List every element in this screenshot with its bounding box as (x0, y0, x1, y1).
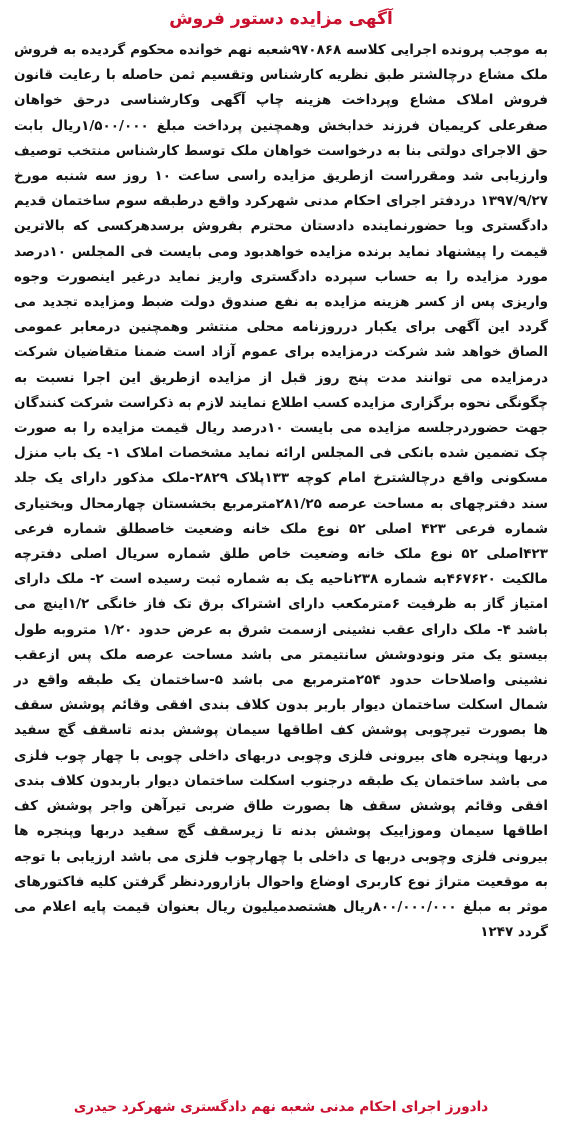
auction-notice (8, 4, 554, 1121)
notice-body: به موجب پرونده اجرایی کلاسه ۹۷۰۸۶۸شعبه نهم خوانده محکوم گردیده به فروش ملک مشاع درچالشتر طبق نظریه کارشناس وتقسیم ثمن حاصله با رعایت قانون فروش املاک مشاع وپرداخت هزینه چاپ آگهی وکارشناسی درحق خواهان صفرعلی کریمیان فرزند خدابخش وهمچنین پرداخت مبلغ ۱/۵۰۰/۰۰۰ریال بابت حق الاجرای دولتی بنا به درخواست خواهان ملک توسط کارشناس منتخب توصیف وارزیابی شد ومقرراست ازطریق مزایده راسی ساعت ۱۰ روز سه شنبه مورخ ۱۳۹۷/۹/۲۷ دردفتر اجرای احکام مدنی شهرکرد واقع درطبقه سوم ساختمان قدیم دادگستری وبا حضورنماینده دادستان محترم بفروش برسدهرکسی که بالاترین قیمت را پیشنهاد نماید برنده مزایده خواهدبود ومی بایست فی المجلس ۱۰درصد مورد مزایده را به حساب سپرده دادگستری واریز نماید درغیر اینصورت وجوه واریزی پس از کسر هزینه مزایده به نفع صندوق دولت ضبط ومزایده تجدید می گردد این آگهی برای یکبار درروزنامه محلی منتشر وهمچنین درمعابر عمومی الصاق خواهد شد شرکت درمزایده برای عموم آزاد است ضمنا متقاضیان شرکت درمزایده می توانند مدت پنج روز قبل از مزایده ازطریق این اجرا نسبت به چگونگی نحوه برگزاری مزایده کسب اطلاع نمایند لازم به ذکراست شرکت کنندگان جهت حضوردرجلسه مزایده می بایست ۱۰درصد ریال قیمت مزایده را به صورت چک تضمین شده بانکی فی المجلس ارائه نماید مشخصات املاک ۱- یک باب منزل مسکونی واقع درچالشترخ امام کوچه ۱۳۳پلاک ۲۸۲۹-ملک مذکور دارای یک جلد سند دفترچهای به مساحت عرصه ۲۸۱/۲۵مترمربع بخشستان چهارمحال وبختیاری شماره فرعی ۴۲۳ اصلی ۵۲ نوع ملک خانه وضعیت خاصطلق شماره فرعی ۴۲۳اصلی ۵۲ نوع ملک خانه وضعیت خاص طلق شماره سریال اصلی دفترچه مالکیت ۴۶۷۶۲۰به شماره ۲۳۸ناحیه یک به شماره ثبت رسیده است ۲- ملک دارای امتیاز گاز به ظرفیت ۶مترمکعب دارای اشتراک برق تک فاز خانگی ۱/۲اینچ می باشد ۴- ملک دارای عقب نشینی ازسمت شرق به عرض حدود ۱/۲۰ متروبه طول بیستو یک متر ونودوشش سانتیمتر می باشد مساحت عرصه ملک پس ازعقب نشینی واصلاحات حدود ۲۵۴مترمربع می باشد ۵-ساختمان یک طبقه واقع در شمال اسکلت ساختمان دیوار باربر بدون کلاف بندی افقی وقائم پوشش سقف ها بصورت تیرچوبی پوشش کف اطاقها سیمان پوشش بدنه تاسقف گچ سفید دربها وپنجره های بیرونی فلزی وچوبی دربهای داخلی چوبی با چهار چوب فلزی می باشد ساختمان یک طبقه درجنوب اسکلت ساختمان دیوار باربدون کلاف بندی افقی وقائم پوشش سقف ها بصورت طاق ضربی تیرآهن واجر پوشش کف اطاقها سیمان وموزاییک پوشش بدنه تا زیرسقف گچ سفید دربها وپنجره ها بیرونی فلزی وچوبی دربها ی داخلی با چهارچوب فلزی می باشد ارزیابی با توجه به موقعیت متراژ نوع کاربری اوضاع واحوال بازاروردنظر گرفتن کلیه فاکتورهای موثر به مبلغ ۸۰۰/۰۰۰/۰۰۰ریال هشتصدمیلیون ریال بعنوان قیمت پایه اعلام می گردد ۱۲۴۷ (14, 42, 549, 941)
notice-title: آگهی مزایده دستور فروش (169, 9, 393, 29)
notice-signature: دادورز اجرای احکام مدنی شعبه نهم دادگستری شهرکرد حیدری (73, 1099, 489, 1115)
